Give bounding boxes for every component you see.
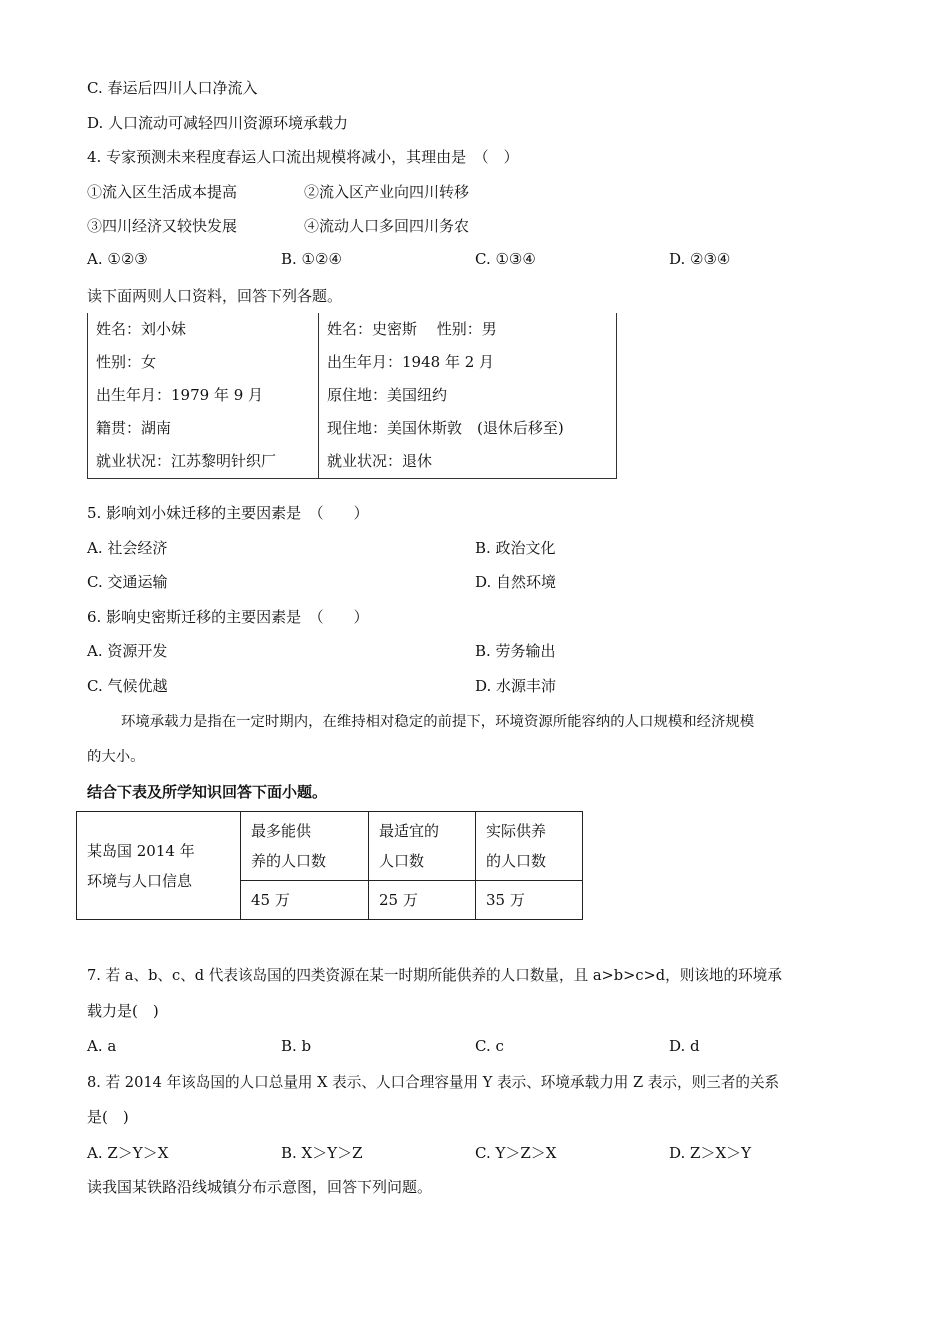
definition-line-2: 的大小。 [87, 749, 145, 765]
profile-right-former-residence: 原住地：美国纽约 [327, 386, 448, 404]
profile-right [319, 313, 617, 479]
q8-option-a: A. Z＞Y＞X [87, 1144, 169, 1162]
q4-option-b: B. ①②④ [281, 250, 342, 268]
island-header-optimal-2: 人口数 [379, 852, 425, 870]
island-value-optimal: 25 万 [369, 881, 476, 920]
island-row-label-1: 某岛国 2014 年 [87, 841, 195, 860]
q8-stem-line-1: 8. 若 2014 年该岛国的人口总量用 X 表示、人口合理容量用 Y 表示、环境承载力用 Z 表示，则三者的关系 [87, 1074, 780, 1091]
q6-option-d: D. 水源丰沛 [475, 677, 557, 695]
profile-left [88, 313, 319, 479]
island-header-actual-1: 实际供养 [486, 822, 547, 840]
q4-option-d: D. ②③④ [669, 250, 731, 268]
island-header-actual [476, 812, 583, 881]
island-header-optimal-1: 最适宜的 [379, 822, 440, 840]
island-value-actual: 35 万 [476, 881, 583, 920]
profile-right-employment: 就业状况：退休 [327, 452, 433, 470]
profile-left-gender: 性别：女 [96, 353, 157, 371]
q7-stem-line-2: 载力是( ) [87, 1002, 159, 1020]
profile-right-current-residence: 现住地：美国休斯敦 (退休后移至) [327, 419, 564, 437]
island-header-actual-2: 的人口数 [486, 852, 547, 870]
q3-option-d: D. 人口流动可减轻四川资源环境承载力 [87, 114, 349, 132]
q4-item-4: ④流动人口多回四川务农 [304, 217, 470, 235]
q7-option-d: D. d [669, 1037, 700, 1055]
profile-right-birth: 出生年月：1948 年 2 月 [327, 353, 495, 371]
q8-option-d: D. Z＞X＞Y [669, 1144, 752, 1162]
q7-option-b: B. b [281, 1037, 312, 1055]
island-row-label-2: 环境与人口信息 [87, 871, 193, 890]
profile-left-origin: 籍贯：湖南 [96, 419, 172, 437]
island-value-max: 45 万 [241, 881, 369, 920]
island-header-max-2: 养的人口数 [251, 852, 327, 870]
q4-option-a: A. ①②③ [87, 250, 148, 268]
island-table [76, 811, 583, 920]
q4-stem: 4. 专家预测未来程度春运人口流出规模将减小，其理由是 （ ） [87, 148, 519, 166]
island-header-optimal [369, 812, 476, 881]
profile-right-name-gender: 姓名：史密斯 性别：男 [327, 320, 497, 338]
q5-option-b: B. 政治文化 [475, 539, 556, 557]
q4-item-2: ②流入区产业向四川转移 [304, 183, 470, 201]
q6-option-c: C. 气候优越 [87, 677, 168, 695]
intro-island-table: 结合下表及所学知识回答下面小题。 [87, 783, 328, 801]
q6-option-b: B. 劳务输出 [475, 642, 556, 660]
q7-option-a: A. a [87, 1037, 117, 1055]
island-header-max-1: 最多能供 [251, 822, 312, 840]
q4-option-c: C. ①③④ [475, 250, 536, 268]
definition-line-1: 环境承载力是指在一定时期内，在维持相对稳定的前提下，环境资源所能容纳的人口规模和经济规模 [121, 714, 755, 730]
profile-left-employment: 就业状况：江苏黎明针织厂 [96, 452, 277, 470]
q7-option-c: C. c [475, 1037, 504, 1055]
q8-option-b: B. X＞Y＞Z [281, 1144, 363, 1162]
q5-stem: 5. 影响刘小妹迁移的主要因素是 （ ） [87, 504, 369, 522]
island-header-max [241, 812, 369, 881]
q8-option-c: C. Y＞Z＞X [475, 1144, 557, 1162]
profile-left-birth: 出生年月：1979 年 9 月 [96, 386, 264, 404]
q5-option-c: C. 交通运输 [87, 573, 168, 591]
profile-left-name: 姓名：刘小妹 [96, 320, 187, 338]
q6-stem: 6. 影响史密斯迁移的主要因素是 （ ） [87, 608, 369, 626]
q3-option-c: C. 春运后四川人口净流入 [87, 79, 258, 97]
intro-population-profiles: 读下面两则人口资料，回答下列各题。 [87, 287, 343, 305]
q7-stem-line-1: 7. 若 a、b、c、d 代表该岛国的四类资源在某一时期所能供养的人口数量，且 a>b>c>d，则该地的环境承 [87, 967, 782, 984]
q6-option-a: A. 资源开发 [87, 642, 168, 660]
q5-option-d: D. 自然环境 [475, 573, 557, 591]
q4-item-1: ①流入区生活成本提高 [87, 183, 238, 201]
island-row-label [77, 812, 241, 920]
intro-railway-map: 读我国某铁路沿线城镇分布示意图，回答下列问题。 [87, 1178, 433, 1196]
q5-option-a: A. 社会经济 [87, 539, 168, 557]
profile-table [87, 313, 617, 479]
q4-item-3: ③四川经济又较快发展 [87, 217, 238, 235]
q8-stem-line-2: 是( ) [87, 1108, 129, 1126]
